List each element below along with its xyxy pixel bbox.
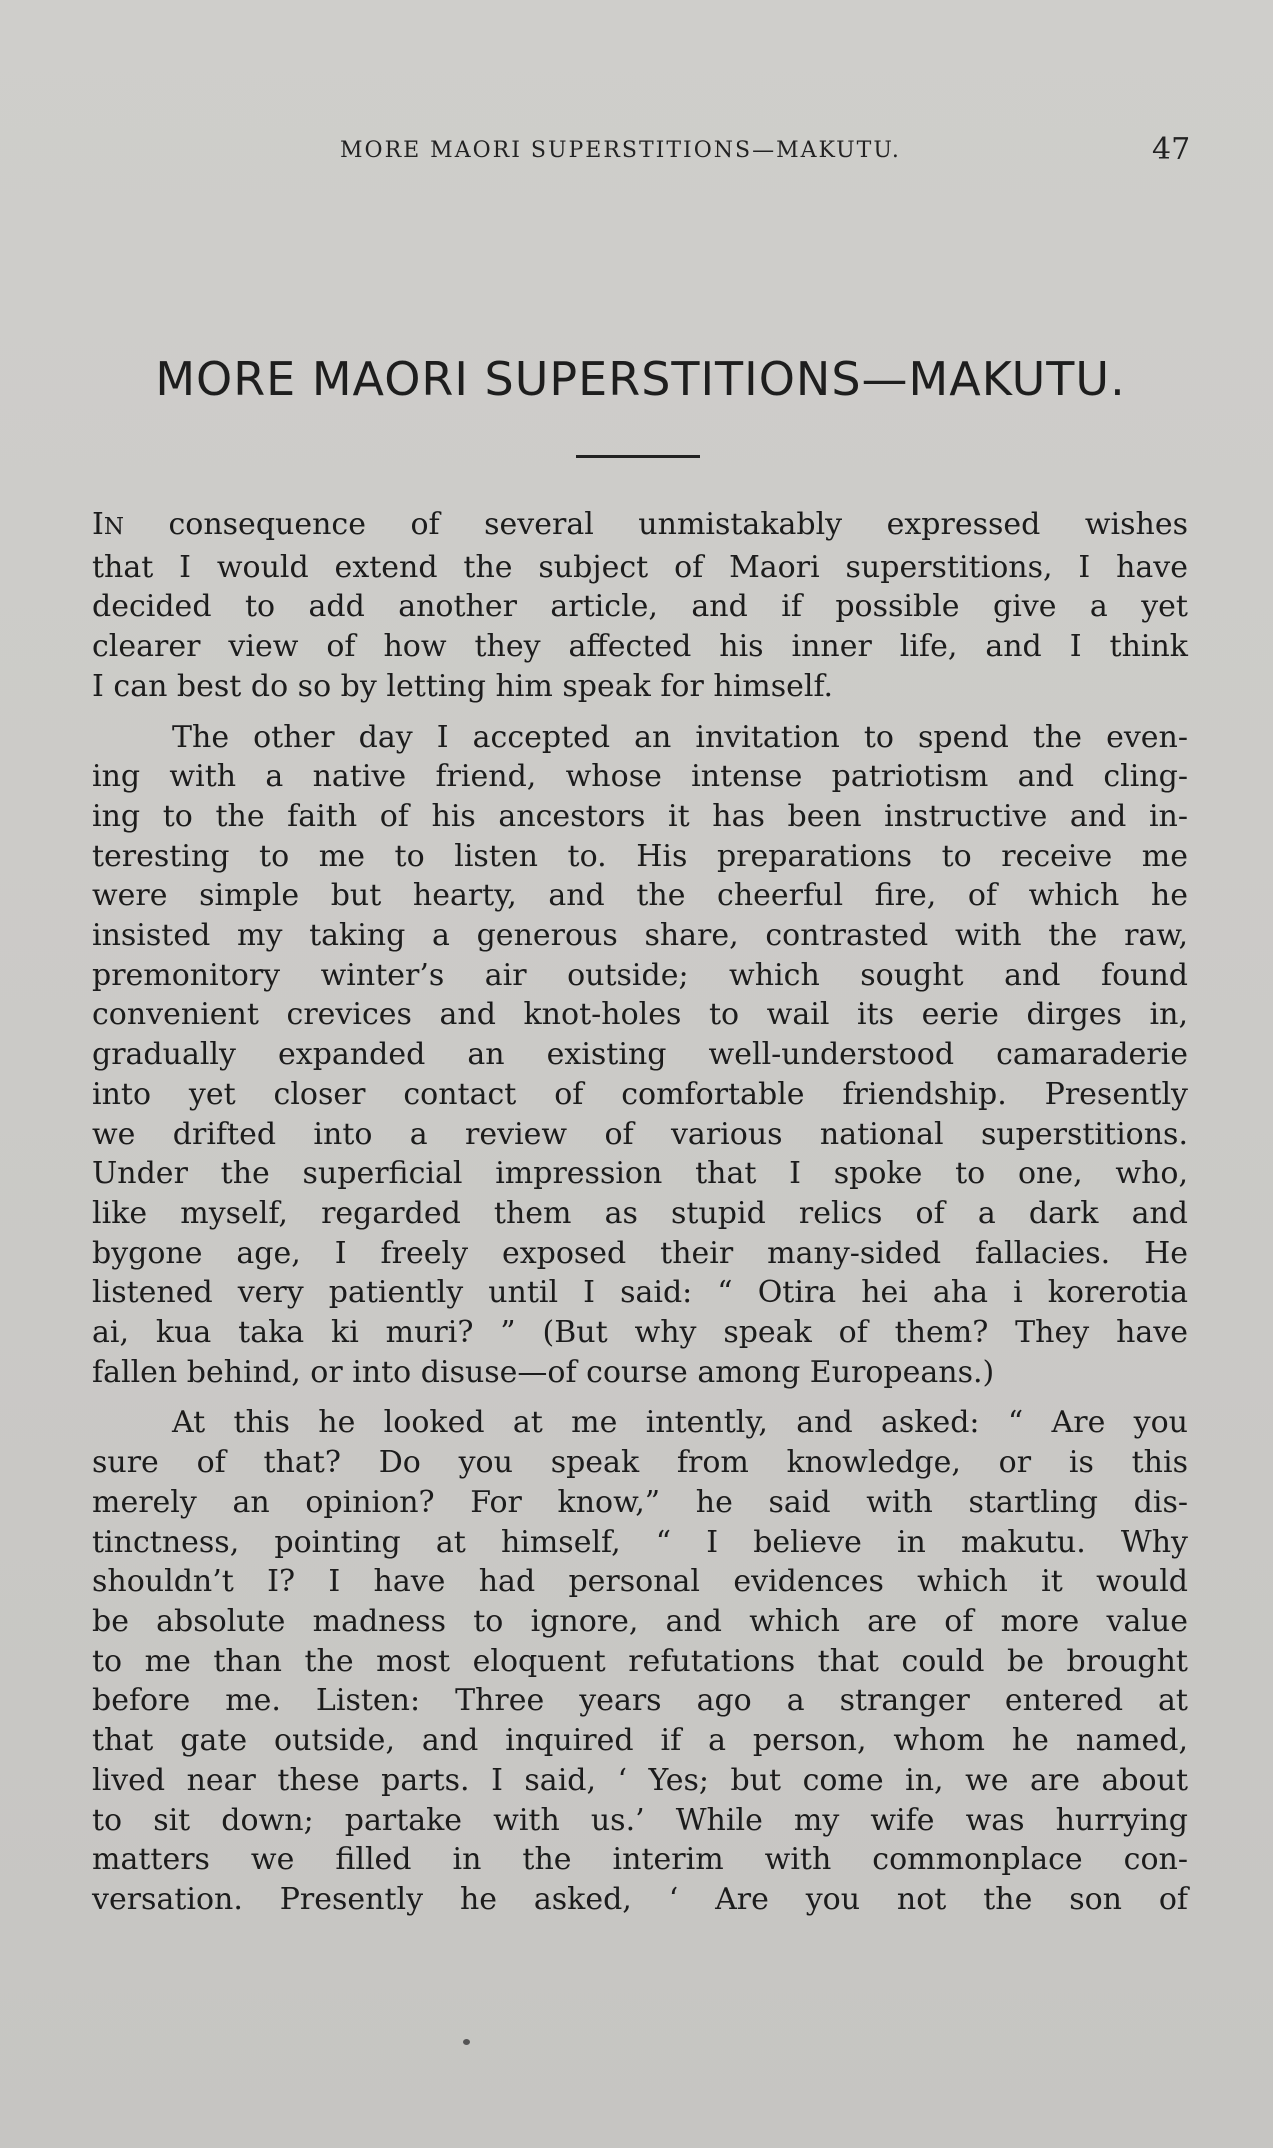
text-line: be absolute madness to ignore, and which are of more value (92, 1603, 1188, 1639)
text-line: ing with a native friend, whose intense patriotism and cling- (92, 759, 1188, 795)
text-line: clearer view of how they affected his inner life, and I think (92, 629, 1188, 665)
page-number: 47 (1152, 132, 1191, 167)
text-line: IN consequence of several unmistakably expressed wishes (92, 507, 1188, 542)
text-line: ai, kua taka ki muri? ” (But why speak of them? They have (92, 1315, 1188, 1351)
text-line: to sit down; partake with us.’ While my wife was hurrying (92, 1802, 1188, 1838)
text-line: into yet closer contact of comfortable friendship. Presently (92, 1076, 1188, 1112)
text-line: before me. Listen: Three years ago a stranger entered at (92, 1683, 1188, 1719)
running-head: MORE MAORI SUPERSTITIONS—MAKUTU. (340, 138, 901, 163)
text-line: teresting to me to listen to. His preparations to receive me (92, 838, 1188, 874)
text-line: listened very patiently until I said: “ Otira hei aha i korerotia (92, 1275, 1188, 1311)
text-line-content: The other day I accepted an invitation to spend the even- (172, 719, 1188, 755)
paragraph-1 (92, 505, 1188, 707)
text-line: matters we filled in the interim with commonplace con- (92, 1842, 1188, 1878)
text-line: convenient crevices and knot-holes to wail its eerie dirges in, (92, 997, 1188, 1033)
text-line: tinctness, pointing at himself, “ I believe in makutu. Why (92, 1524, 1188, 1560)
text-line: premonitory winter’s air outside; which sought and found (92, 957, 1188, 993)
text-line: lived near these parts. I said, ‘ Yes; but come in, we are about (92, 1762, 1188, 1798)
chapter-title: MORE MAORI SUPERSTITIONS—MAKUTU. (155, 352, 1126, 406)
text-line: merely an opinion? For know,” he said with startling dis- (92, 1484, 1188, 1520)
text-line: gradually expanded an existing well-understood camaraderie (92, 1037, 1188, 1073)
paragraph-2 (92, 718, 1188, 1393)
text-line: fallen behind, or into disuse—of course among Europeans.) (92, 1354, 995, 1390)
text-line: like myself, regarded them as stupid relics of a dark and (92, 1195, 1188, 1231)
small-caps-opening: IN (92, 507, 124, 542)
text-line: ing to the faith of his ancestors it has been instructive and in- (92, 798, 1188, 834)
text-line: to me than the most eloquent refutations that could be brought (92, 1643, 1188, 1679)
title-rule (576, 455, 700, 458)
text-line: decided to add another article, and if possible give a yet (92, 589, 1188, 625)
text-line: sure of that? Do you speak from knowledge, or is this (92, 1445, 1188, 1481)
paragraph-3 (92, 1403, 1188, 1919)
text-line: insisted my taking a generous share, contrasted with the raw, (92, 918, 1188, 954)
text-line: bygone age, I freely exposed their many-sided fallacies. He (92, 1235, 1188, 1271)
text-line: that I would extend the subject of Maori superstitions, I have (92, 549, 1188, 585)
text-line: Under the superficial impression that I spoke to one, who, (92, 1156, 1188, 1192)
text-line: were simple but hearty, and the cheerful fire, of which he (92, 878, 1188, 914)
text-line: I can best do so by letting him speak for himself. (92, 668, 834, 704)
text-line (92, 1403, 1188, 1443)
ink-speck (463, 2039, 470, 2045)
text-line: versation. Presently he asked, ‘ Are you not the son of (92, 1881, 1188, 1917)
text-line: shouldn’t I? I have had personal evidences which it would (92, 1564, 1188, 1600)
text-line (92, 718, 1188, 758)
text-line-content: At this he looked at me intently, and asked: “ Are you (172, 1405, 1188, 1441)
body-text (92, 505, 1188, 1920)
text-line: we drifted into a review of various national superstitions. (92, 1116, 1188, 1152)
text-line: that gate outside, and inquired if a person, whom he named, (92, 1723, 1188, 1759)
